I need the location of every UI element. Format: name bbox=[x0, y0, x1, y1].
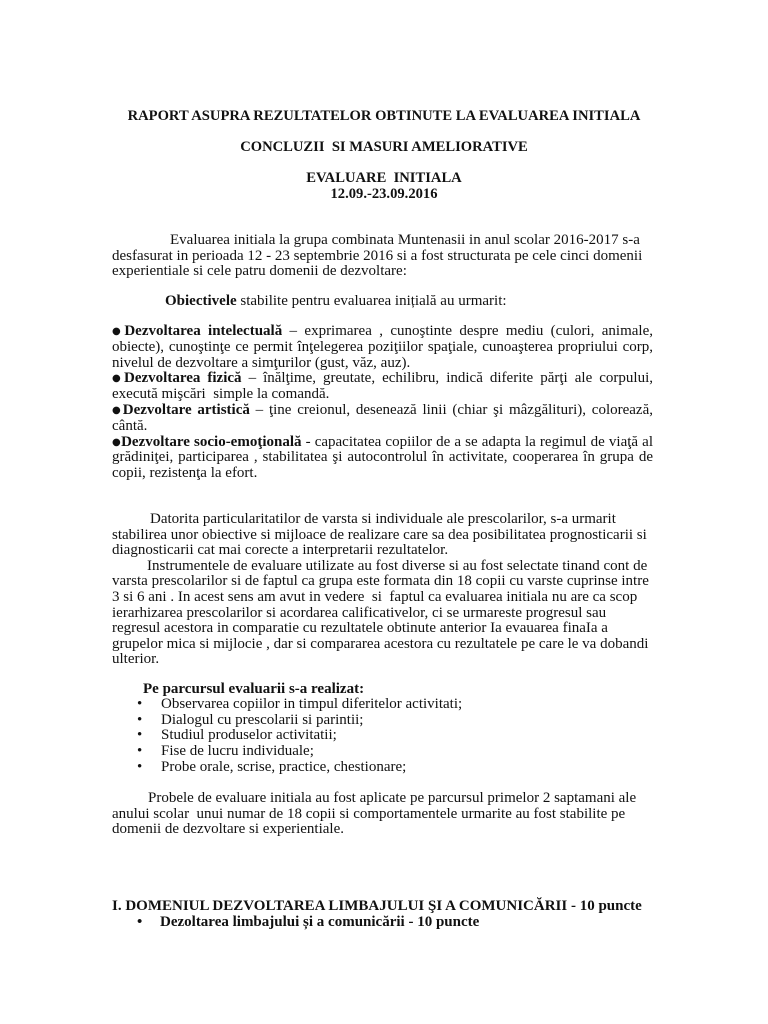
objective-line bbox=[112, 371, 653, 387]
list-item-text: Dialogul cu prescolarii si parintii; bbox=[161, 711, 364, 728]
objective-line bbox=[112, 324, 653, 340]
objectives-heading-bold: Obiectivele bbox=[165, 293, 237, 309]
objective-line: obiecte), cunoştinţe ce permit înţelegerea poziţiilor spaţiale, cunoaşterea propriului corp, bbox=[112, 338, 653, 355]
bullet-icon: ● bbox=[112, 326, 125, 337]
bullet-icon: • bbox=[137, 696, 143, 712]
paragraph-line: experientiale si cele patru domenii de dezvoltare: bbox=[112, 263, 407, 280]
list-item bbox=[137, 713, 462, 729]
paragraph-line: stabilirea unor obiective si mijloace de realizare care sa dea posibilitatea prognosticarii si bbox=[112, 526, 647, 543]
objective-line: nivelul de dezvoltare a simţurilor (gust, văz, auz). bbox=[112, 354, 411, 371]
paragraph-line: Probele de evaluare initiala au fost aplicate pe parcursul primelor 2 saptamani ale bbox=[148, 790, 637, 806]
bullet-icon: • bbox=[137, 727, 143, 744]
objective-text: – exprimarea , cunoştinte despre mediu (culori, animale, bbox=[282, 323, 653, 339]
evaluation-period: 12.09.-23.09.2016 bbox=[330, 186, 438, 202]
list-item-text: Observarea copiilor in timpul diferitelor activitati; bbox=[161, 696, 463, 712]
paragraph-line: ierarhizarea prescolarilor si acordarea calificativelor, ci se urmareste progresul sau bbox=[112, 604, 607, 621]
objective-label: Dezvoltarea intelectuală bbox=[124, 323, 283, 339]
list-item-text: Fise de lucru individuale; bbox=[161, 743, 314, 760]
paragraph-line: Instrumentele de evaluare utilizate au fost diverse si au fost selectate tinand cont de bbox=[147, 557, 648, 574]
objectives-heading bbox=[165, 294, 507, 310]
application-paragraph bbox=[112, 791, 636, 838]
section-title: EVALUARE INITIALA bbox=[306, 170, 462, 186]
objective-text: – înălţime, greutate, echilibru, indică diferite părţi ale corpului, bbox=[241, 370, 653, 387]
bullet-icon: • bbox=[137, 914, 143, 930]
objective-text: – ţine creionul, desenează linii (chiar şi mâzgălituri), colorează, bbox=[249, 401, 653, 418]
domain-item bbox=[137, 915, 479, 931]
document-title: RAPORT ASUPRA REZULTATELOR OBTINUTE LA EVALUAREA INITIALA bbox=[127, 108, 641, 124]
activities-heading-text: Pe parcursul evaluarii s-a realizat: bbox=[143, 681, 365, 697]
bullet-icon: ● bbox=[112, 373, 125, 385]
bullet-icon: • bbox=[137, 743, 143, 760]
objective-line: grădiniţei, participarea , stabilitatea şi autocontrolul în activitate, cooperarea în grupa de bbox=[112, 449, 653, 466]
list-item bbox=[137, 728, 462, 744]
paragraph-line: 3 si 6 ani . In acest sens am avut in vedere si faptul ca evaluarea initiala nu are ca scop bbox=[112, 588, 638, 605]
objective-line: copii, rezistenţa la efort. bbox=[112, 465, 258, 482]
paragraph-line: regresul acestora in comparatie cu rezultatele obtinute anterior Ia evauarea finaIa a bbox=[112, 620, 608, 637]
paragraph-line: diagnosticarii cat mai corecte a interpretarii rezultatelor. bbox=[112, 542, 449, 559]
objective-line: execută mişcări simple la comandă. bbox=[112, 386, 330, 403]
context-paragraph bbox=[112, 512, 649, 668]
objective-line: cântă. bbox=[112, 417, 148, 434]
paragraph-line: desfasurat in perioada 12 - 23 septembrie 2016 si a fost structurata pe cele cinci domenii bbox=[112, 247, 643, 264]
objectives-list bbox=[112, 324, 653, 482]
list-item bbox=[137, 697, 462, 713]
document-subtitle: CONCLUZII SI MASURI AMELIORATIVE bbox=[240, 139, 528, 155]
objective-line bbox=[112, 403, 653, 419]
paragraph-line: ulterior. bbox=[112, 651, 160, 668]
objective-line bbox=[112, 435, 653, 451]
bullet-icon: • bbox=[137, 711, 143, 728]
intro-paragraph bbox=[112, 233, 642, 280]
paragraph-line: domenii de dezvoltare si experientiale. bbox=[112, 821, 344, 838]
paragraph-line: Evaluarea initiala la grupa combinata Muntenasii in anul scolar 2016-2017 s-a bbox=[170, 232, 640, 248]
domain-heading bbox=[112, 899, 642, 915]
domain-item-text: Dezoltarea limbajului și a comunicării - 10 puncte bbox=[160, 914, 480, 930]
bullet-icon: ● bbox=[112, 436, 122, 448]
activities-list bbox=[137, 697, 462, 775]
list-item bbox=[137, 744, 462, 760]
objective-label: Dezvoltarea fizică bbox=[124, 370, 242, 387]
list-item bbox=[137, 760, 462, 776]
bullet-icon: • bbox=[137, 758, 143, 775]
objective-label: Dezvoltare artistică bbox=[122, 401, 250, 418]
objectives-heading-text: stabilite pentru evaluarea inițială au urmarit: bbox=[236, 293, 507, 309]
paragraph-line: varsta prescolarilor si de faptul ca grupa este formata din 18 copii cu varste cuprinse intre bbox=[112, 573, 649, 590]
domain-items bbox=[137, 915, 479, 931]
paragraph-line: anului scolar unui numar de 18 copii si comportamentele urmarite au fost stabilite pe bbox=[112, 805, 626, 822]
objectives-heading-line bbox=[165, 294, 507, 310]
list-item-text: Studiul produselor activitatii; bbox=[161, 727, 337, 744]
objective-label: Dezvoltare socio-emoţională bbox=[121, 433, 302, 450]
domain-heading-text: I. DOMENIUL DEZVOLTAREA LIMBAJULUI ŞI A COMUNICĂRII - 10 puncte bbox=[112, 898, 642, 914]
list-item-text: Probe orale, scrise, practice, chestionare; bbox=[161, 758, 407, 775]
paragraph-line: grupelor mica si mijlocie , dar si compararea acestora cu rezultatele pe care le va dobandi bbox=[112, 635, 649, 652]
paragraph-line: Datorita particularitatilor de varsta si individuale ale prescolarilor, s-a urmarit bbox=[150, 511, 616, 527]
bullet-icon: ● bbox=[112, 404, 123, 416]
objective-text: - capacitatea copiilor de a se adapta la regimul de viaţă al bbox=[301, 433, 653, 450]
